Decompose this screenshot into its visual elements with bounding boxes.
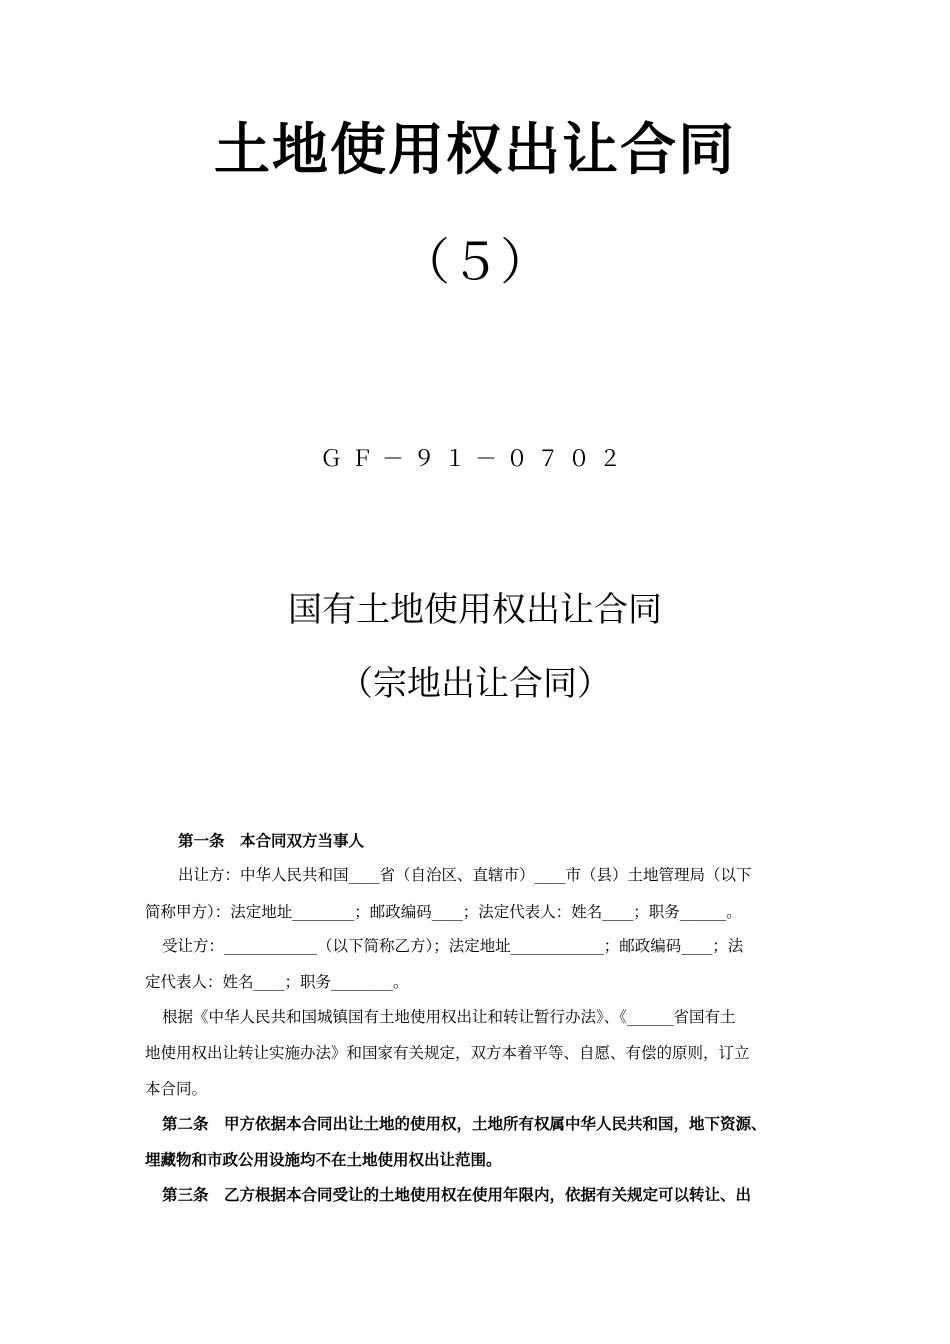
article-2-line: 埋藏物和市政公用设施均不在土地使用权出让范围。 [145,1150,502,1169]
paragraph-line: 定代表人：姓名____；职务________。 [145,973,409,991]
article-1-heading: 第一条 本合同双方当事人 [178,831,365,850]
article-3-line: 第三条 乙方根据本合同受让的土地使用权在使用年限内，依据有关规定可以转让、出 [162,1185,752,1204]
paragraph-line: 根据《中华人民共和国城镇国有土地使用权出让和转让暂行办法》、《______省国有土 [162,1008,736,1026]
document-number: （５） [400,233,550,291]
document-title: 土地使用权出让合同 [214,117,736,183]
paragraph-line: 简称甲方）：法定地址________；邮政编码____；法定代表人：姓名____；职务______。 [145,903,742,921]
paragraph-line: 地使用权出让转让实施办法》和国家有关规定，双方本着平等、自愿、有偿的原则，订立 [145,1044,750,1062]
subtitle-main: 国有土地使用权出让合同 [288,590,662,630]
contract-code: ＧＦ－９１－０７０２ [319,447,630,472]
subtitle-sub: （宗地出让合同） [339,664,611,704]
article-2-line: 第二条 甲方依据本合同出让土地的使用权，土地所有权属中华人民共和国，地下资源、 [162,1114,767,1133]
paragraph-line: 本合同。 [145,1080,208,1098]
paragraph-line: 受让方：____________（以下简称乙方）；法定地址____________；邮政编码____；法 [162,937,744,955]
paragraph-line: 出让方：中华人民共和国____省（自治区、直辖市）____市（县）土地管理局（以下 [178,866,752,884]
